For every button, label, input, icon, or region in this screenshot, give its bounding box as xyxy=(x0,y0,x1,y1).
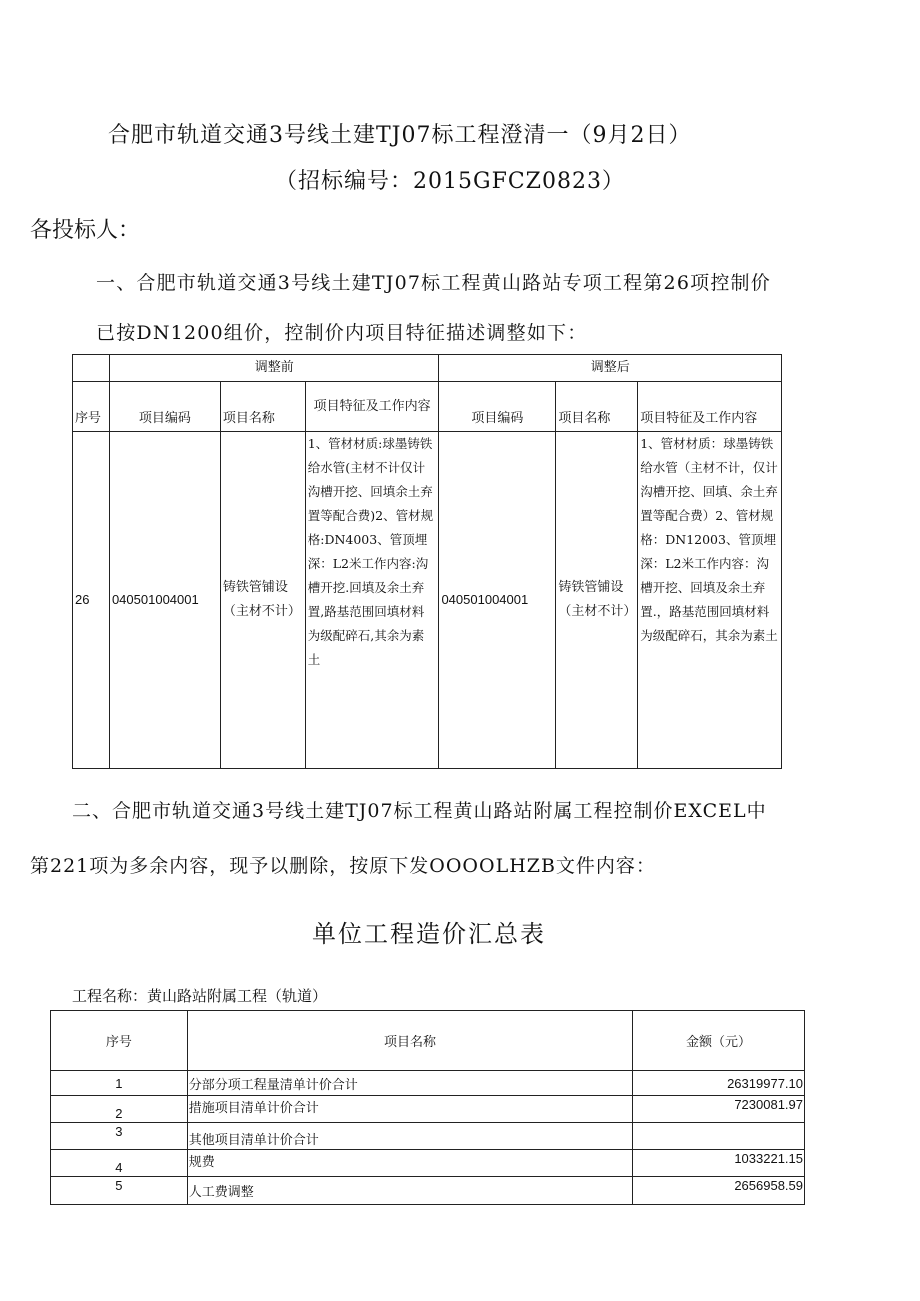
group-after-header: 调整后 xyxy=(439,355,782,382)
feature-after-header: 项目特征及工作内容 xyxy=(638,382,782,432)
adjustment-table xyxy=(72,354,782,769)
seq-header: 序号 xyxy=(73,382,110,432)
row-seq: 26 xyxy=(73,432,110,769)
row-name-after: 铸铁管铺设（主材不计） xyxy=(556,432,638,769)
corner-cell xyxy=(73,355,110,382)
row-name-before: 铸铁管铺设（主材不计） xyxy=(220,432,305,769)
section2-line1: 二、合肥市轨道交通3号线土建TJ07标工程黄山路站附属工程控制价EXCEL中 xyxy=(72,800,767,822)
table-row xyxy=(51,1123,805,1150)
project-name-label: 工程名称：黄山路站附属工程（轨道） xyxy=(72,987,328,1005)
summary-seq: 1 xyxy=(51,1071,188,1096)
code-before-header: 项目编码 xyxy=(109,382,220,432)
row-feature-before: 1、管材材质:球墨铸铁给水管(主材不计仅计沟槽开挖、回填余土弃置等配合费)2、管材规格:DN4003、管顶埋深：L2米工作内容:沟槽开挖.回填及余土弃置,路基范围回填材料为级配碎石,其余为素土 xyxy=(305,432,439,769)
section1-line2: 已按DN1200组价，控制价内项目特征描述调整如下： xyxy=(96,322,588,344)
summary-item-name: 规费 xyxy=(187,1150,632,1177)
row-code-before: 040501004001 xyxy=(109,432,220,769)
summary-item-name: 其他项目清单计价合计 xyxy=(187,1123,632,1150)
table-row xyxy=(51,1096,805,1123)
summary-table xyxy=(50,1010,805,1205)
summary-amount-header: 金额（元） xyxy=(633,1011,805,1071)
summary-name-header: 项目名称 xyxy=(187,1011,632,1071)
summary-seq: 4 xyxy=(51,1150,188,1177)
document-title: 合肥市轨道交通3号线土建TJ07标工程澄清一（9月2日） xyxy=(108,123,692,148)
summary-seq: 3 xyxy=(51,1123,188,1150)
summary-amount: 26319977.10 xyxy=(633,1071,805,1096)
section1-line1: 一、合肥市轨道交通3号线土建TJ07标工程黄山路站专项工程第26项控制价 xyxy=(96,272,771,294)
feature-before-header: 项目特征及工作内容 xyxy=(305,382,439,432)
summary-seq: 5 xyxy=(51,1177,188,1205)
summary-amount xyxy=(633,1123,805,1150)
summary-amount: 2656958.59 xyxy=(633,1177,805,1205)
row-feature-after: 1、管材材质：球墨铸铁给水管（主材不计，仅计沟槽开挖、回填、余土弃置等配合费）2、管材规格：DN12003、管顶埋深：L2米工作内容：沟槽开挖、回填及余土弃置.，路基范围回填材料为级配碎石，其余为素土 xyxy=(638,432,782,769)
code-after-header: 项目编码 xyxy=(439,382,556,432)
table-row xyxy=(51,1150,805,1177)
row-code-after: 040501004001 xyxy=(439,432,556,769)
summary-seq: 2 xyxy=(51,1096,188,1123)
section2-line2: 第221项为多余内容，现予以删除，按原下发OOOOLHZB文件内容： xyxy=(30,855,656,877)
salutation: 各投标人： xyxy=(30,218,141,243)
name-before-header: 项目名称 xyxy=(220,382,305,432)
table-row xyxy=(51,1071,805,1096)
summary-item-name: 分部分项工程量清单计价合计 xyxy=(187,1071,632,1096)
summary-amount: 7230081.97 xyxy=(633,1096,805,1123)
tender-number: （招标编号：2015GFCZ0823） xyxy=(275,169,625,194)
summary-seq-header: 序号 xyxy=(51,1011,188,1071)
summary-title: 单位工程造价汇总表 xyxy=(312,920,546,948)
group-before-header: 调整前 xyxy=(109,355,439,382)
summary-item-name: 措施项目清单计价合计 xyxy=(187,1096,632,1123)
summary-amount: 1033221.15 xyxy=(633,1150,805,1177)
summary-item-name: 人工费调整 xyxy=(187,1177,632,1205)
table-row xyxy=(51,1177,805,1205)
name-after-header: 项目名称 xyxy=(556,382,638,432)
